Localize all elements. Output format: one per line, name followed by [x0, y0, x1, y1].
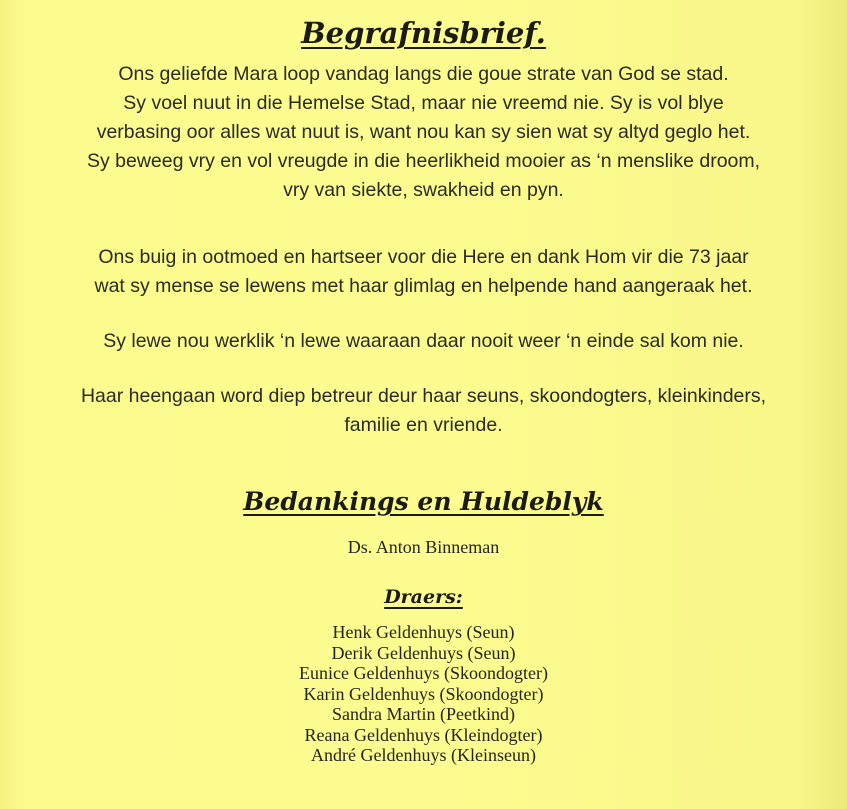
list-item: Henk Geldenhuys (Seun) — [332, 622, 515, 642]
list-item: André Geldenhuys (Kleinseun) — [311, 745, 536, 765]
page-title-text: Begrafnisbrief. — [301, 16, 546, 50]
thanks-heading — [0, 487, 847, 516]
paragraph-line: verbasing oor alles wat nuut is, want nou kan sy sien wat sy altyd geglo het. — [96, 121, 751, 143]
thanks-heading-text: Bedankings en Huldeblyk — [243, 487, 604, 516]
bearers-heading-text: Draers: — [384, 586, 463, 608]
tribute-paragraph-4 — [10, 382, 837, 440]
paragraph-line: Ons geliefde Mara loop vandag langs die goue strate van God se stad. — [118, 63, 729, 85]
tribute-paragraph-2 — [10, 243, 837, 301]
bearers-list — [0, 622, 847, 766]
bearers-heading — [0, 586, 847, 608]
paragraph-line: Ons buig in ootmoed en hartseer voor die Here en dank Hom vir die 73 jaar — [98, 246, 749, 268]
page-title — [0, 16, 847, 50]
tribute-paragraph-1 — [10, 60, 837, 205]
minister-name: Ds. Anton Binneman — [347, 537, 500, 557]
paragraph-line: Sy lewe nou werklik ‘n lewe waaraan daar nooit weer ‘n einde sal kom nie. — [103, 330, 744, 352]
list-item: Derik Geldenhuys (Seun) — [331, 642, 516, 663]
paragraph-line: Sy beweeg vry en vol vreugde in die heerlikheid mooier as ‘n menslike droom, — [86, 150, 761, 172]
list-item: Reana Geldenhuys (Kleindogter) — [304, 724, 543, 745]
paragraph-line: Sy voel nuut in die Hemelse Stad, maar nie vreemd nie. Sy is vol blye — [123, 92, 724, 114]
tribute-paragraph-3 — [10, 327, 837, 356]
paragraph-line: wat sy mense se lewens met haar glimlag en helpende hand aangeraak het. — [94, 275, 753, 297]
paragraph-line: vry van siekte, swakheid en pyn. — [283, 179, 564, 201]
paragraph-line: familie en vriende. — [344, 414, 503, 436]
list-item: Karin Geldenhuys (Skoondogter) — [303, 683, 544, 704]
thanks-name — [0, 537, 847, 558]
list-item: Sandra Martin (Peetkind) — [332, 704, 515, 724]
list-item: Eunice Geldenhuys (Skoondogter) — [299, 663, 548, 683]
paragraph-line: Haar heengaan word diep betreur deur haar seuns, skoondogters, kleinkinders, — [80, 385, 767, 407]
